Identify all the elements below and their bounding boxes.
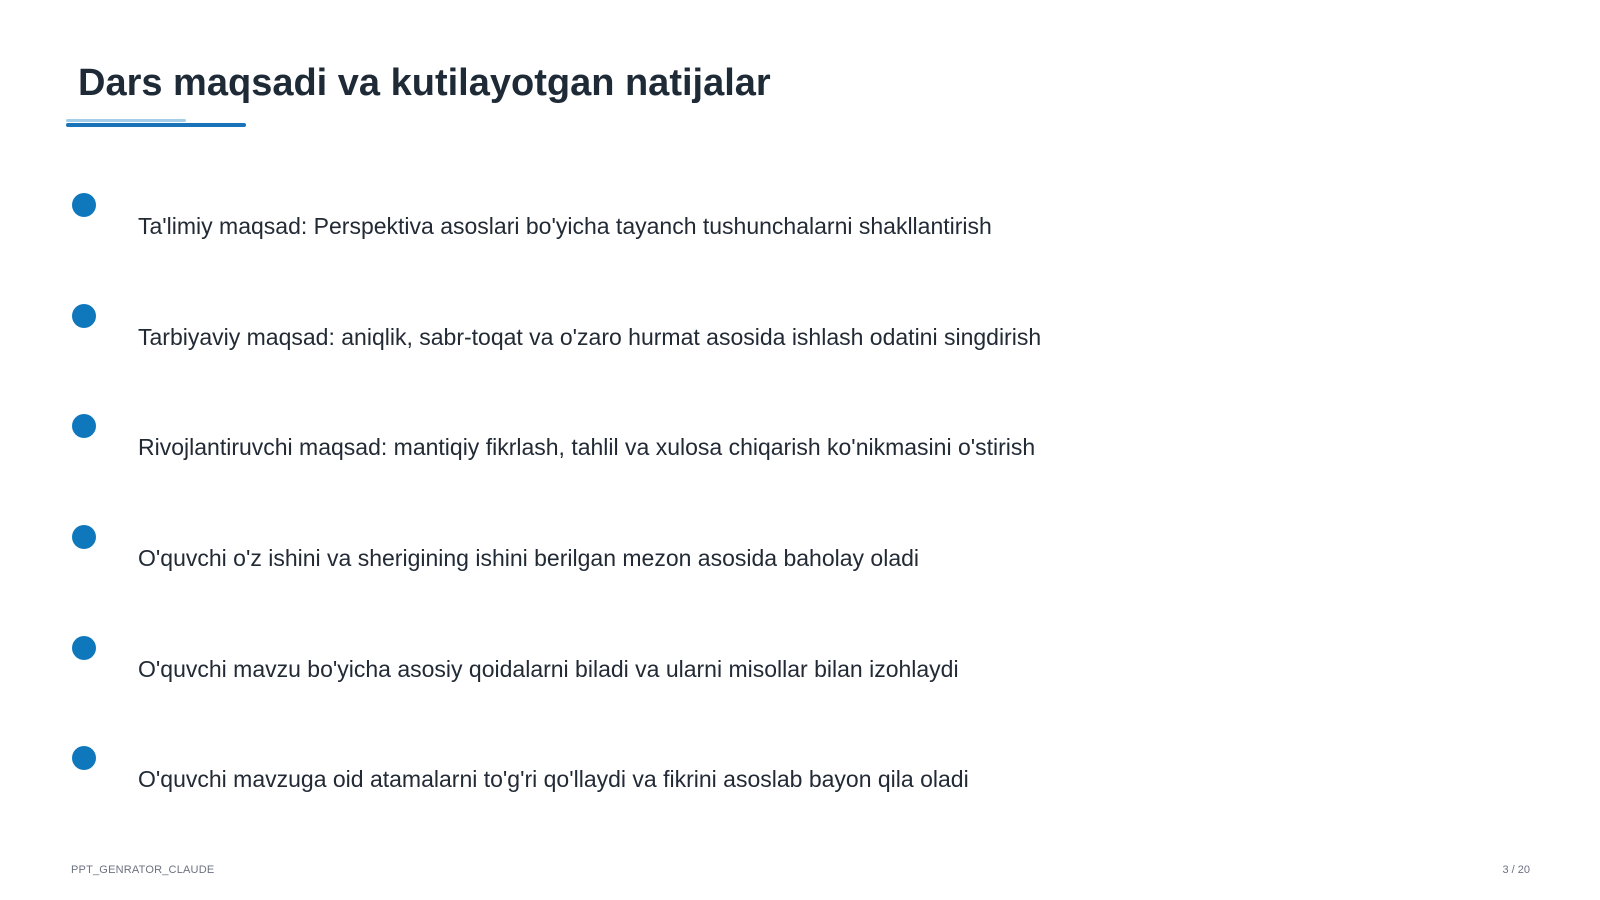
bullet-text: Rivojlantiruvchi maqsad: mantiqiy fikrlash, tahlil va xulosa chiqarish ko'nikmasini o'stirish bbox=[138, 434, 1036, 460]
bullet-item bbox=[72, 636, 1472, 706]
bullet-dot-icon bbox=[72, 525, 96, 549]
bullet-text: Tarbiyaviy maqsad: aniqlik, sabr-toqat va o'zaro hurmat asosida ishlash odatini singdirish bbox=[138, 324, 1042, 350]
bullet-dot-icon bbox=[72, 636, 96, 660]
bullet-item bbox=[72, 746, 1472, 816]
bullet-item bbox=[72, 193, 1472, 263]
bullet-item bbox=[72, 414, 1472, 484]
bullet-text: O'quvchi mavzu bo'yicha asosiy qoidalarni biladi va ularni misollar bilan izohlaydi bbox=[138, 656, 959, 682]
bullet-dot-icon bbox=[72, 304, 96, 328]
page-number: 3 / 20 bbox=[1502, 864, 1530, 876]
bullet-item bbox=[72, 304, 1472, 374]
bullet-dot-icon bbox=[72, 414, 96, 438]
bullet-dot-icon bbox=[72, 193, 96, 217]
footer-source: PPT_GENRATOR_CLAUDE bbox=[71, 864, 215, 876]
slide-title: Dars maqsadi va kutilayotgan natijalar bbox=[78, 62, 771, 104]
bullet-text: O'quvchi mavzuga oid atamalarni to'g'ri qo'llaydi va fikrini asoslab bayon qila oladi bbox=[138, 766, 969, 792]
bullet-text: Ta'limiy maqsad: Perspektiva asoslari bo'yicha tayanch tushunchalarni shakllantirish bbox=[138, 213, 992, 239]
bullet-dot-icon bbox=[72, 746, 96, 770]
bullet-item bbox=[72, 525, 1472, 595]
bullet-text: O'quvchi o'z ishini va sherigining ishini berilgan mezon asosida baholay oladi bbox=[138, 545, 920, 571]
